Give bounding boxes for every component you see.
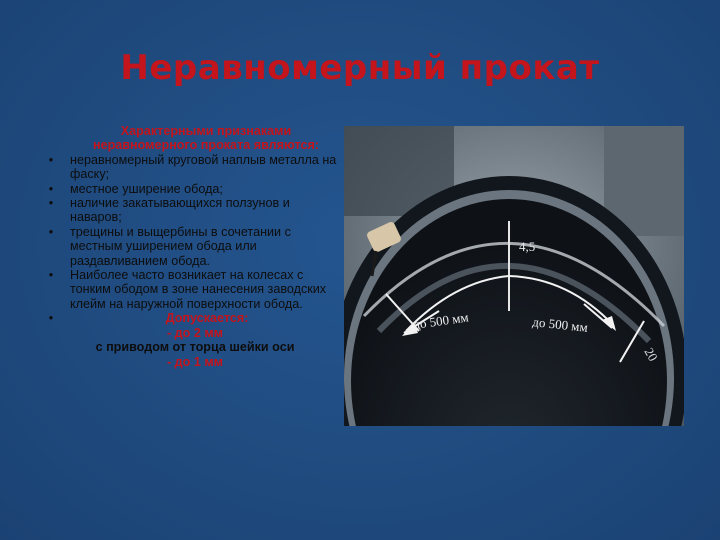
- symptom-list: [46, 153, 344, 326]
- mark-label: 4,5: [519, 239, 536, 254]
- list-item: • неравномерный круговой наплыв металла на фаску;: [46, 153, 344, 182]
- bullet-icon: •: [48, 196, 54, 211]
- bullet-icon: •: [48, 268, 54, 283]
- lead-text: Характерными признаками неравномерного проката являются:: [93, 124, 319, 153]
- list-item: • наличие закатывающихся ползунов и наваров;: [46, 196, 344, 225]
- bullet-icon: •: [48, 311, 54, 326]
- allowed-condition: с приводом от торца шейки оси: [95, 340, 295, 355]
- slide-title: Неравномерный прокат: [120, 48, 600, 88]
- allowed-value-1: - до 2 мм: [166, 325, 223, 340]
- bullet-icon: •: [48, 152, 54, 167]
- photo-label-left: до 500 мм: [412, 309, 470, 332]
- allowed-heading: Допускается:: [165, 311, 249, 326]
- edge-label: 20: [641, 345, 661, 364]
- body-text: [46, 124, 344, 369]
- bullet-icon: •: [48, 181, 54, 196]
- bullet-icon: •: [48, 224, 54, 239]
- wheel-illustration: [344, 126, 684, 426]
- wheel-photo: [344, 126, 684, 426]
- list-item: • местное уширение обода;: [46, 182, 344, 196]
- list-item: • Наиболее часто возникает на колесах с тонким ободом в зоне нанесения заводских клейм на наружной поверхности обода.: [46, 268, 344, 311]
- list-item-allowed: [46, 311, 344, 325]
- list-item: • трещины и выщербины в сочетании с местным уширением обода или раздавливанием обода.: [46, 225, 344, 268]
- photo-label-right: до 500 мм: [531, 314, 589, 335]
- allowed-value-2: - до 1 мм: [166, 354, 223, 369]
